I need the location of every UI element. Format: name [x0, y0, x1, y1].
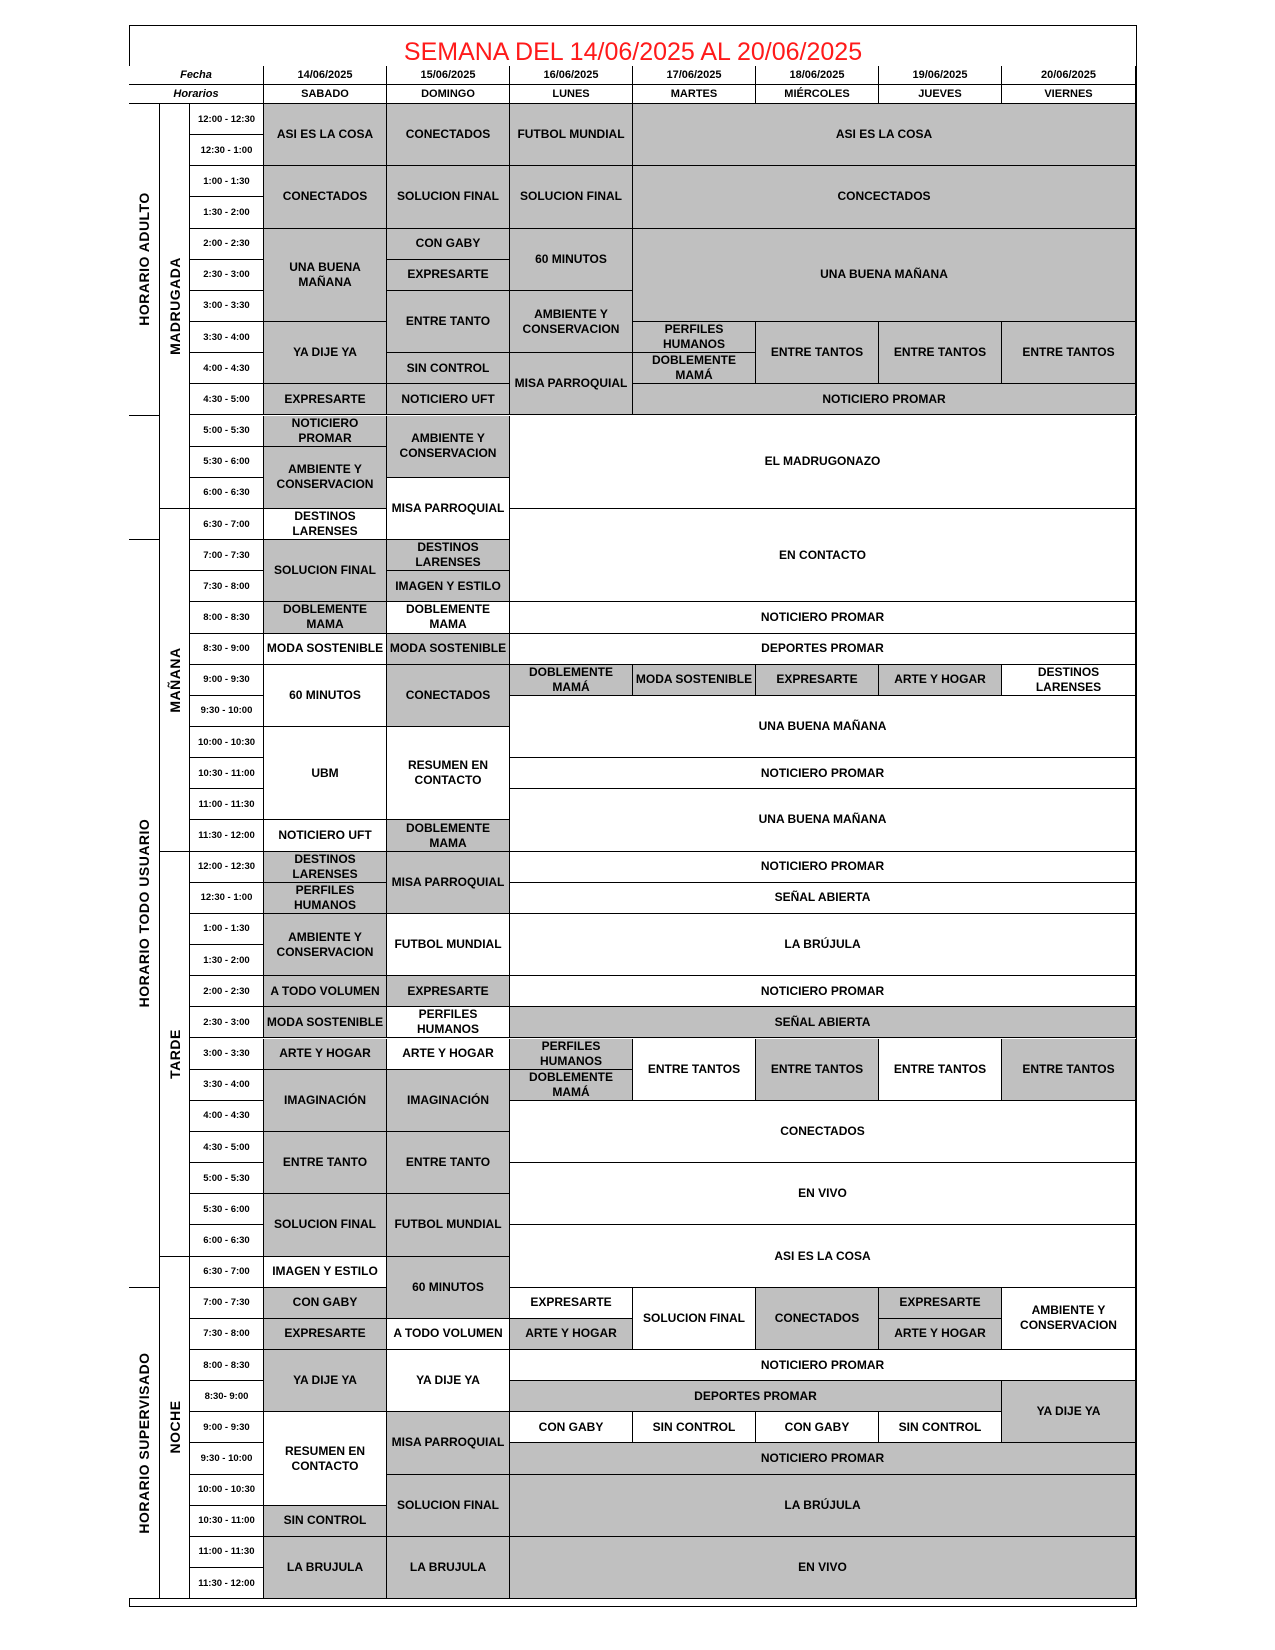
- program-cell: IMAGEN Y ESTILO: [264, 1257, 387, 1288]
- period-label-text: MADRUGADA: [166, 257, 183, 355]
- program-cell: CON GABY: [387, 229, 510, 260]
- program-cell: IMAGEN Y ESTILO: [387, 571, 510, 602]
- program-cell: AMBIENTE Y CONSERVACION: [264, 914, 387, 976]
- program-cell: ENTRE TANTOS: [756, 322, 879, 384]
- program-cell: SOLUCION FINAL: [264, 1194, 387, 1256]
- program-cell: A TODO VOLUMEN: [387, 1319, 510, 1350]
- program-cell: SIN CONTROL: [633, 1412, 756, 1443]
- period-label: [160, 1257, 190, 1600]
- program-cell: AMBIENTE Y CONSERVACION: [387, 416, 510, 478]
- program-cell: ENTRE TANTO: [264, 1132, 387, 1194]
- program-cell: UBM: [264, 727, 387, 820]
- program-cell: DESTINOS LARENSES: [264, 509, 387, 540]
- period-label: [160, 852, 190, 1257]
- time-slot: 2:30 - 3:00: [190, 260, 264, 291]
- time-slot: 1:00 - 1:30: [190, 914, 264, 945]
- time-slot: 6:30 - 7:00: [190, 509, 264, 540]
- program-cell: NOTICIERO PROMAR: [510, 602, 1136, 633]
- program-cell: PERFILES HUMANOS: [387, 1007, 510, 1038]
- program-cell: MISA PARROQUIAL: [387, 478, 510, 540]
- category-label: [129, 104, 160, 416]
- program-cell: ASI ES LA COSA: [510, 1225, 1136, 1287]
- program-cell: SOLUCION FINAL: [387, 1475, 510, 1537]
- date-header: 14/06/2025: [264, 66, 387, 85]
- time-slot: 3:00 - 3:30: [190, 1039, 264, 1070]
- program-cell: DOBLEMENTE MAMA: [387, 602, 510, 633]
- program-cell: EXPRESARTE: [387, 976, 510, 1007]
- time-slot: 4:00 - 4:30: [190, 353, 264, 384]
- time-slot: 2:30 - 3:00: [190, 1007, 264, 1038]
- period-label-text: MAÑANA: [166, 647, 183, 713]
- time-slot: 10:30 - 11:00: [190, 1506, 264, 1537]
- program-cell: CONECTADOS: [756, 1288, 879, 1350]
- time-slot: 7:00 - 7:30: [190, 1288, 264, 1319]
- day-header: JUEVES: [879, 85, 1002, 104]
- program-cell: ENTRE TANTO: [387, 291, 510, 353]
- program-cell: FUTBOL MUNDIAL: [387, 1194, 510, 1256]
- time-slot: 8:00 - 8:30: [190, 602, 264, 633]
- program-cell: SOLUCION FINAL: [264, 540, 387, 602]
- program-cell: PERFILES HUMANOS: [510, 1039, 633, 1070]
- time-slot: 12:30 - 1:00: [190, 135, 264, 166]
- program-cell: ASI ES LA COSA: [264, 104, 387, 166]
- category-label-text: HORARIO SUPERVISADO: [136, 1352, 152, 1534]
- program-cell: MODA SOSTENIBLE: [633, 665, 756, 696]
- time-slot: 4:00 - 4:30: [190, 1101, 264, 1132]
- period-label-text: NOCHE: [166, 1400, 183, 1454]
- program-cell: A TODO VOLUMEN: [264, 976, 387, 1007]
- program-cell: DEPORTES PROMAR: [510, 1381, 1002, 1412]
- program-cell: LA BRÚJULA: [510, 914, 1136, 976]
- program-cell: DEPORTES PROMAR: [510, 634, 1136, 665]
- program-cell: LA BRUJULA: [264, 1537, 387, 1599]
- program-cell: NOTICIERO UFT: [387, 384, 510, 415]
- program-cell: SOLUCION FINAL: [387, 166, 510, 228]
- program-cell: CONECTADOS: [264, 166, 387, 228]
- program-cell: DESTINOS LARENSES: [264, 852, 387, 883]
- time-slot: 8:30 - 9:00: [190, 634, 264, 665]
- program-cell: MISA PARROQUIAL: [387, 1412, 510, 1474]
- program-cell: EN CONTACTO: [510, 509, 1136, 602]
- time-slot: 5:30 - 6:00: [190, 447, 264, 478]
- program-cell: DOBLEMENTE MAMÁ: [510, 1070, 633, 1101]
- time-slot: 5:00 - 5:30: [190, 1163, 264, 1194]
- time-slot: 3:00 - 3:30: [190, 291, 264, 322]
- program-cell: EN VIVO: [510, 1163, 1136, 1225]
- program-cell: ARTE Y HOGAR: [510, 1319, 633, 1350]
- program-cell: CONECTADOS: [387, 104, 510, 166]
- time-slot: 7:30 - 8:00: [190, 571, 264, 602]
- program-cell: NOTICIERO UFT: [264, 820, 387, 851]
- time-slot: 10:30 - 11:00: [190, 758, 264, 789]
- program-cell: YA DIJE YA: [387, 1350, 510, 1412]
- program-cell: ARTE Y HOGAR: [879, 665, 1002, 696]
- program-cell: NOTICIERO PROMAR: [633, 384, 1136, 415]
- time-slot: 12:30 - 1:00: [190, 883, 264, 914]
- program-cell: EL MADRUGONAZO: [510, 416, 1136, 509]
- fecha-label: Fecha: [129, 66, 264, 85]
- time-slot: 10:00 - 10:30: [190, 727, 264, 758]
- time-slot: 9:30 - 10:00: [190, 696, 264, 727]
- time-slot: 12:00 - 12:30: [190, 852, 264, 883]
- program-cell: EXPRESARTE: [510, 1288, 633, 1319]
- program-cell: EXPRESARTE: [264, 384, 387, 415]
- date-header: 20/06/2025: [1002, 66, 1136, 85]
- program-cell: ENTRE TANTOS: [633, 1039, 756, 1101]
- program-cell: ARTE Y HOGAR: [387, 1039, 510, 1070]
- program-cell: SOLUCION FINAL: [510, 166, 633, 228]
- program-cell: 60 MINUTOS: [264, 665, 387, 727]
- program-cell: LA BRUJULA: [387, 1537, 510, 1599]
- time-slot: 7:00 - 7:30: [190, 540, 264, 571]
- program-cell: IMAGINACIÓN: [387, 1070, 510, 1132]
- time-slot: 9:00 - 9:30: [190, 665, 264, 696]
- time-slot: 11:30 - 12:00: [190, 820, 264, 851]
- program-cell: UNA BUENA MAÑANA: [633, 229, 1136, 322]
- program-cell: ARTE Y HOGAR: [264, 1039, 387, 1070]
- program-cell: AMBIENTE Y CONSERVACION: [1002, 1288, 1136, 1350]
- time-slot: 1:00 - 1:30: [190, 166, 264, 197]
- category-label-text: HORARIO TODO USUARIO: [136, 819, 152, 1008]
- program-cell: SEÑAL ABIERTA: [510, 883, 1136, 914]
- horarios-label: Horarios: [129, 85, 264, 104]
- time-slot: 6:00 - 6:30: [190, 1225, 264, 1256]
- program-cell: ENTRE TANTOS: [1002, 1039, 1136, 1101]
- program-cell: UNA BUENA MAÑANA: [510, 789, 1136, 851]
- time-slot: 6:00 - 6:30: [190, 478, 264, 509]
- program-cell: CONECTADOS: [387, 665, 510, 727]
- time-slot: 11:00 - 11:30: [190, 1537, 264, 1568]
- day-header: VIERNES: [1002, 85, 1136, 104]
- program-cell: DESTINOS LARENSES: [387, 540, 510, 571]
- program-cell: UNA BUENA MAÑANA: [264, 229, 387, 322]
- category-label: [129, 540, 160, 1288]
- time-slot: 2:00 - 2:30: [190, 976, 264, 1007]
- time-slot: 11:30 - 12:00: [190, 1568, 264, 1599]
- program-cell: PERFILES HUMANOS: [633, 322, 756, 353]
- program-cell: YA DIJE YA: [264, 1350, 387, 1412]
- program-cell: FUTBOL MUNDIAL: [387, 914, 510, 976]
- category-label-blank: [129, 416, 160, 541]
- program-cell: NOTICIERO PROMAR: [510, 852, 1136, 883]
- time-slot: 10:00 - 10:30: [190, 1475, 264, 1506]
- program-cell: NOTICIERO PROMAR: [264, 416, 387, 447]
- period-label-text: TARDE: [166, 1028, 183, 1079]
- time-slot: 5:30 - 6:00: [190, 1194, 264, 1225]
- period-label: [160, 509, 190, 852]
- time-slot: 1:30 - 2:00: [190, 197, 264, 228]
- program-cell: AMBIENTE Y CONSERVACION: [264, 447, 387, 509]
- time-slot: 9:30 - 10:00: [190, 1443, 264, 1474]
- program-cell: AMBIENTE Y CONSERVACION: [510, 291, 633, 353]
- program-cell: RESUMEN EN CONTACTO: [264, 1412, 387, 1505]
- program-cell: DOBLEMENTE MAMÁ: [633, 353, 756, 384]
- program-cell: SIN CONTROL: [387, 353, 510, 384]
- program-cell: MISA PARROQUIAL: [387, 852, 510, 914]
- time-slot: 6:30 - 7:00: [190, 1257, 264, 1288]
- program-cell: SIN CONTROL: [879, 1412, 1002, 1443]
- program-cell: NOTICIERO PROMAR: [510, 758, 1136, 789]
- program-cell: CON GABY: [264, 1288, 387, 1319]
- program-cell: ENTRE TANTOS: [879, 322, 1002, 384]
- program-cell: PERFILES HUMANOS: [264, 883, 387, 914]
- program-cell: DESTINOS LARENSES: [1002, 665, 1136, 696]
- program-cell: NOTICIERO PROMAR: [510, 976, 1136, 1007]
- time-slot: 2:00 - 2:30: [190, 229, 264, 260]
- date-header: 18/06/2025: [756, 66, 879, 85]
- program-cell: MODA SOSTENIBLE: [387, 634, 510, 665]
- date-header: 19/06/2025: [879, 66, 1002, 85]
- program-cell: DOBLEMENTE MAMA: [264, 602, 387, 633]
- program-cell: RESUMEN EN CONTACTO: [387, 727, 510, 820]
- program-cell: UNA BUENA MAÑANA: [510, 696, 1136, 758]
- program-cell: EXPRESARTE: [879, 1288, 1002, 1319]
- program-cell: CONECTADOS: [510, 1101, 1136, 1163]
- program-cell: CON GABY: [756, 1412, 879, 1443]
- program-cell: MISA PARROQUIAL: [510, 353, 633, 415]
- time-slot: 8:00 - 8:30: [190, 1350, 264, 1381]
- program-cell: YA DIJE YA: [264, 322, 387, 384]
- program-cell: NOTICIERO PROMAR: [510, 1350, 1136, 1381]
- period-label: [160, 104, 190, 509]
- time-slot: 8:30- 9:00: [190, 1381, 264, 1412]
- category-label-text: HORARIO ADULTO: [136, 192, 152, 327]
- program-cell: MODA SOSTENIBLE: [264, 634, 387, 665]
- program-cell: 60 MINUTOS: [510, 229, 633, 291]
- time-slot: 9:00 - 9:30: [190, 1412, 264, 1443]
- program-cell: EXPRESARTE: [387, 260, 510, 291]
- program-cell: DOBLEMENTE MAMÁ: [510, 665, 633, 696]
- program-cell: SOLUCION FINAL: [633, 1288, 756, 1350]
- day-header: LUNES: [510, 85, 633, 104]
- time-slot: 7:30 - 8:00: [190, 1319, 264, 1350]
- program-cell: ENTRE TANTOS: [756, 1039, 879, 1101]
- program-cell: EXPRESARTE: [756, 665, 879, 696]
- program-cell: ENTRE TANTOS: [1002, 322, 1136, 384]
- program-cell: SIN CONTROL: [264, 1506, 387, 1537]
- date-header: 17/06/2025: [633, 66, 756, 85]
- program-cell: IMAGINACIÓN: [264, 1070, 387, 1132]
- time-slot: 1:30 - 2:00: [190, 945, 264, 976]
- time-slot: 5:00 - 5:30: [190, 416, 264, 447]
- day-header: MARTES: [633, 85, 756, 104]
- day-header: MIÉRCOLES: [756, 85, 879, 104]
- program-cell: CON GABY: [510, 1412, 633, 1443]
- program-cell: FUTBOL MUNDIAL: [510, 104, 633, 166]
- day-header: DOMINGO: [387, 85, 510, 104]
- program-cell: CONCECTADOS: [633, 166, 1136, 228]
- time-slot: 11:00 - 11:30: [190, 789, 264, 820]
- day-header: SABADO: [264, 85, 387, 104]
- program-cell: ENTRE TANTO: [387, 1132, 510, 1194]
- program-cell: ASI ES LA COSA: [633, 104, 1136, 166]
- program-cell: LA BRÚJULA: [510, 1475, 1136, 1537]
- schedule-title: SEMANA DEL 14/06/2025 AL 20/06/2025: [403, 38, 863, 66]
- program-cell: EXPRESARTE: [264, 1319, 387, 1350]
- date-header: 16/06/2025: [510, 66, 633, 85]
- program-cell: ARTE Y HOGAR: [879, 1319, 1002, 1350]
- time-slot: 12:00 - 12:30: [190, 104, 264, 135]
- program-cell: MODA SOSTENIBLE: [264, 1007, 387, 1038]
- time-slot: 3:30 - 4:00: [190, 1070, 264, 1101]
- program-cell: DOBLEMENTE MAMA: [387, 820, 510, 851]
- program-cell: NOTICIERO PROMAR: [510, 1443, 1136, 1474]
- time-slot: 4:30 - 5:00: [190, 384, 264, 415]
- program-cell: SEÑAL ABIERTA: [510, 1007, 1136, 1038]
- program-cell: 60 MINUTOS: [387, 1257, 510, 1319]
- category-label: [129, 1288, 160, 1600]
- program-cell: ENTRE TANTOS: [879, 1039, 1002, 1101]
- time-slot: 3:30 - 4:00: [190, 322, 264, 353]
- date-header: 15/06/2025: [387, 66, 510, 85]
- time-slot: 4:30 - 5:00: [190, 1132, 264, 1163]
- program-cell: YA DIJE YA: [1002, 1381, 1136, 1443]
- program-cell: EN VIVO: [510, 1537, 1136, 1599]
